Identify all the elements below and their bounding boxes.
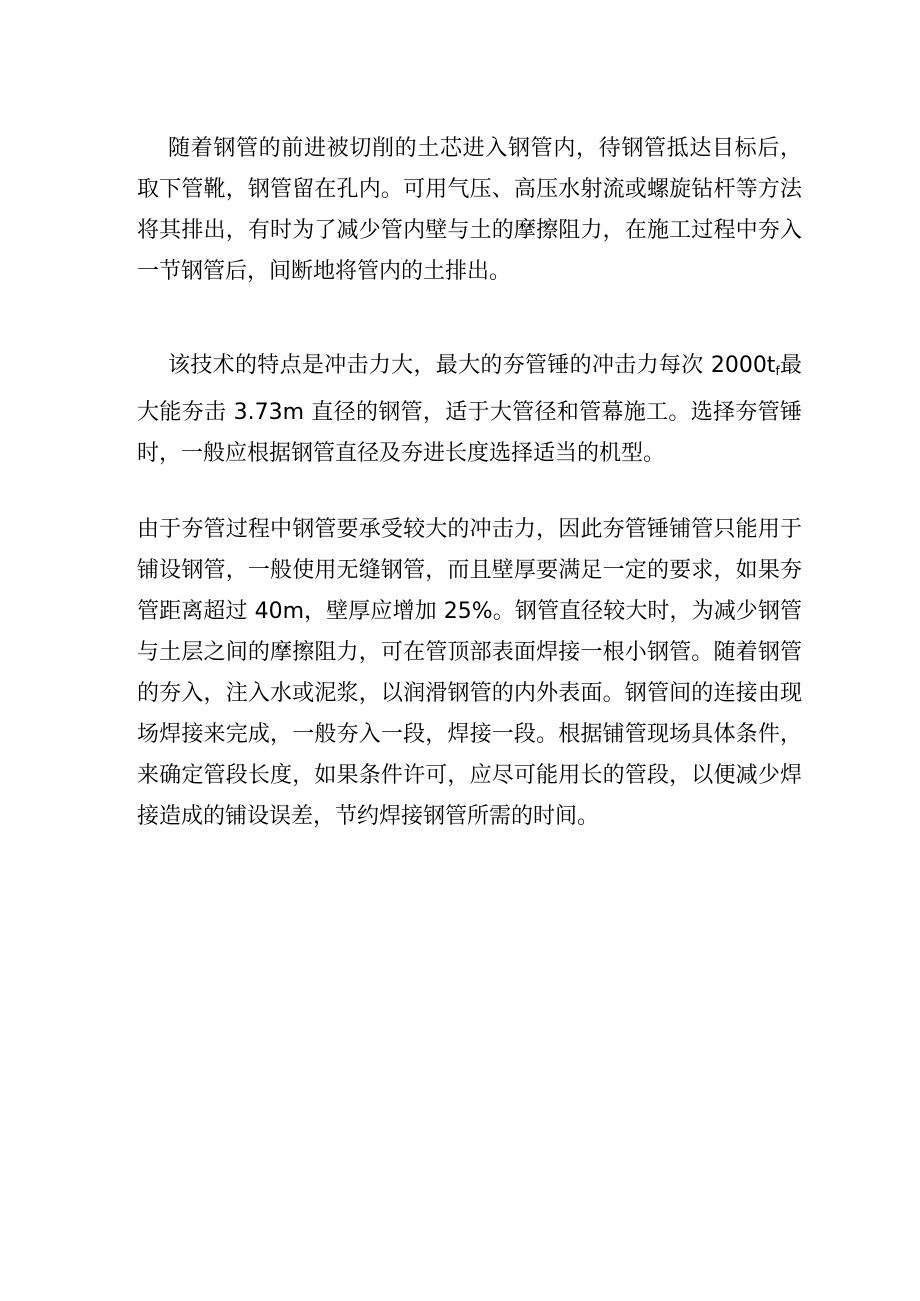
paragraph-technique-features — [137, 345, 802, 474]
force-unit-subscript: f — [775, 364, 780, 378]
paragraph-soil-removal: 随着钢管的前进被切削的土芯进入钢管内，待钢管抵达目标后，取下管靴，钢管留在孔内。可用气压、高压水射流或螺旋钻杆等方法将其排出，有时为了减少管内壁与土的摩擦阻力，在施工过程中夯入一节钢管后，间断地将管内的土排出。 — [137, 136, 802, 284]
paragraph-text-after: 最大能夯击 3.73m 直径的钢管，适于大管径和管幕施工。选择夯管锤时，一般应根据钢管直径及夯进长度选择适当的机型。 — [137, 353, 802, 466]
paragraph-pipe-requirements: 由于夯管过程中钢管要承受较大的冲击力，因此夯管锤铺管只能用于铺设钢管，一般使用无缝钢管，而且壁厚要满足一定的要求，如果夯管距离超过 40m，壁厚应增加 25%。钢管直径较大时，为减少钢管与土层之间的摩擦阻力，可在管顶部表面焊接一根小钢管。随着钢管的夯入，注入水或泥浆，以润滑钢管的内外表面。钢管间的连接由现场焊接来完成，一般夯入一段，焊接一段。根据铺管现场具体条件，来确定管段长度，如果条件许可，应尽可能用长的管段，以便减少焊接造成的铺设误差，节约焊接钢管所需的时间。 — [137, 517, 802, 829]
paragraph-text-before: 该技术的特点是冲击力大，最大的夯管锤的冲击力每次 2000t — [168, 353, 776, 378]
